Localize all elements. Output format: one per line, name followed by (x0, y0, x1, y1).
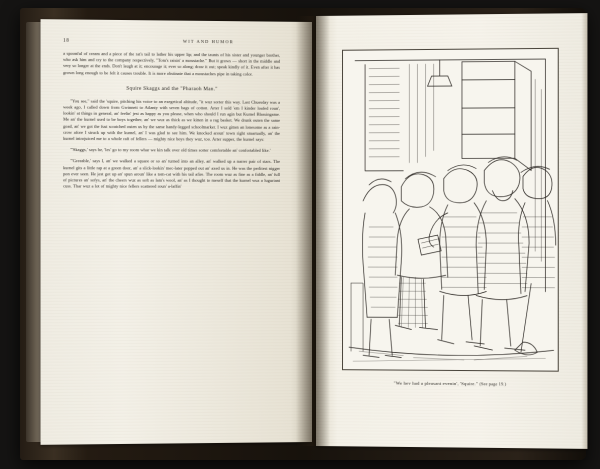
left-page (41, 19, 312, 445)
running-head (63, 38, 280, 46)
caption-text: "We hev had a pleasant evenin', 'Squire." (393, 380, 479, 387)
caption-page-reference: (See page 19.) (479, 381, 507, 387)
right-page-content (342, 48, 559, 422)
paragraph: a spoonful of cream and a piece of the rat's tail to lather his upper lip; and the taunts of his sister and younger brother, who ask him and cry to the company respectively, "Tom's raisin' a moustache." But it grows — short in the middle and very so longer at the ends. Don't laugh at it; encourage it; ever so along; draw it out; speak kindly of it. Even after it has grown long enough to be felt it causes trouble. It is more obstinate that a moustaches pipe in taking color. (63, 50, 280, 77)
crowd-of-men-gambling-room-illustration (342, 48, 559, 372)
page-fore-edge-shading (581, 13, 587, 449)
right-page (316, 13, 587, 449)
paragraph: "'Skaggs,' says he, 'les' go to my room whar we kin talk over old times sorter comfortable an' confortabled like.' (70, 147, 271, 154)
left-page-textblock (63, 38, 280, 425)
section-heading: Squire Skaggs and the "Pharaoh Man." (126, 85, 218, 93)
running-title: WIT AND HUMOR (182, 38, 234, 45)
page-folio: 18 (63, 38, 70, 44)
illustration-caption (342, 380, 559, 387)
paragraph: "You see," said the 'squire, pitching his voice to an exegetical altitude, "it wuz sorter this way. Last Chuesday was a week ago, I called down from Gwinnett to Atlanty with seven bags of cotton. Arter I sold 'em I kinder loafed roun', lookin' at things in general, an' feelin' jest as happy as you please, when who should I run agin but Kurnel Blassingame. Me an' the kurnel used to be boys together, an' we wuz as thick as we kitten in a rag basket. We drunk outen the same goad, an' we got the fust scratched outen us by the same handy-legged schoolmarker. I wuz gitten an lonesome as a rain-crow afore I struck up with the kurnel, an' I was glad to see him. We knocked aroun' town right smartually, an' the kurnel introjuiced me to a whole raft of fellers — mighty nice boys they wuz, too. Arter supper, the kurnel says: (63, 98, 280, 142)
paragraph: "'Greeable,' says I, an' we walked a square or so an' turned into an alley, an' walked up a narrer pair of stars. The kurnel gits a little rap at a green door, an' a slick-lookin' mec-later popped out an' axed us in. He was the perlitest nigger pon ever seen. He jest got up an' spun aroun' like a tom-cat with his tail afire. The room wuz as fine as a fiddle, an' full of pictures an' sofys, an' the cheers wuz as soft as lam's wool, an' as I thought to meself that the kurnel wuz a luguriant cuss. Thar wuz a lot of mighty nice fellers scattered roun' a-laffin' (63, 158, 280, 189)
